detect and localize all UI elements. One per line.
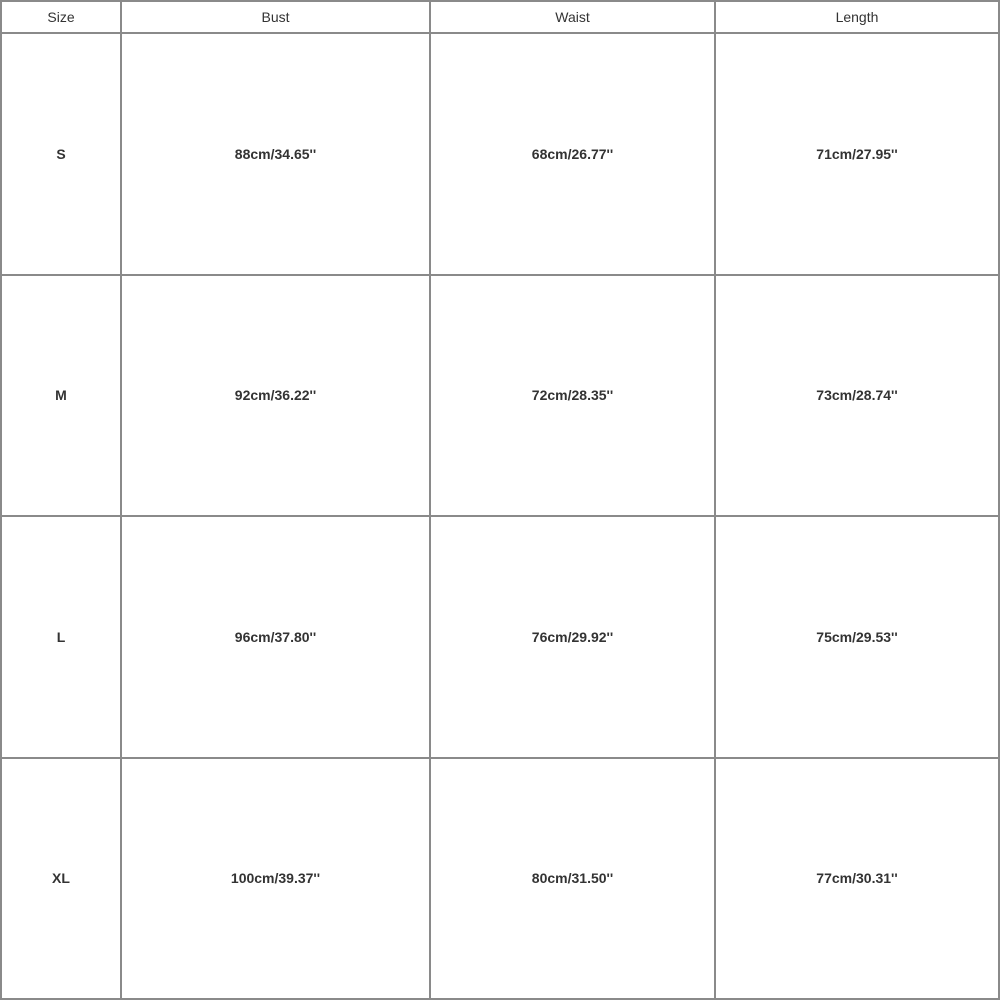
row-s-size: S [2, 34, 122, 276]
row-xl-length: 77cm/30.31'' [716, 759, 1000, 1000]
row-xl-waist: 80cm/31.50'' [431, 759, 716, 1000]
row-m-length: 73cm/28.74'' [716, 276, 1000, 518]
row-s-bust: 88cm/34.65'' [122, 34, 431, 276]
row-l-bust: 96cm/37.80'' [122, 517, 431, 759]
row-l-length: 75cm/29.53'' [716, 517, 1000, 759]
header-waist: Waist [431, 2, 716, 34]
header-bust: Bust [122, 2, 431, 34]
row-xl-size: XL [2, 759, 122, 1000]
row-l-size: L [2, 517, 122, 759]
row-s-waist: 68cm/26.77'' [431, 34, 716, 276]
header-length: Length [716, 2, 1000, 34]
row-m-bust: 92cm/36.22'' [122, 276, 431, 518]
row-xl-bust: 100cm/39.37'' [122, 759, 431, 1000]
row-s-length: 71cm/27.95'' [716, 34, 1000, 276]
header-size: Size [2, 2, 122, 34]
row-m-size: M [2, 276, 122, 518]
row-l-waist: 76cm/29.92'' [431, 517, 716, 759]
row-m-waist: 72cm/28.35'' [431, 276, 716, 518]
